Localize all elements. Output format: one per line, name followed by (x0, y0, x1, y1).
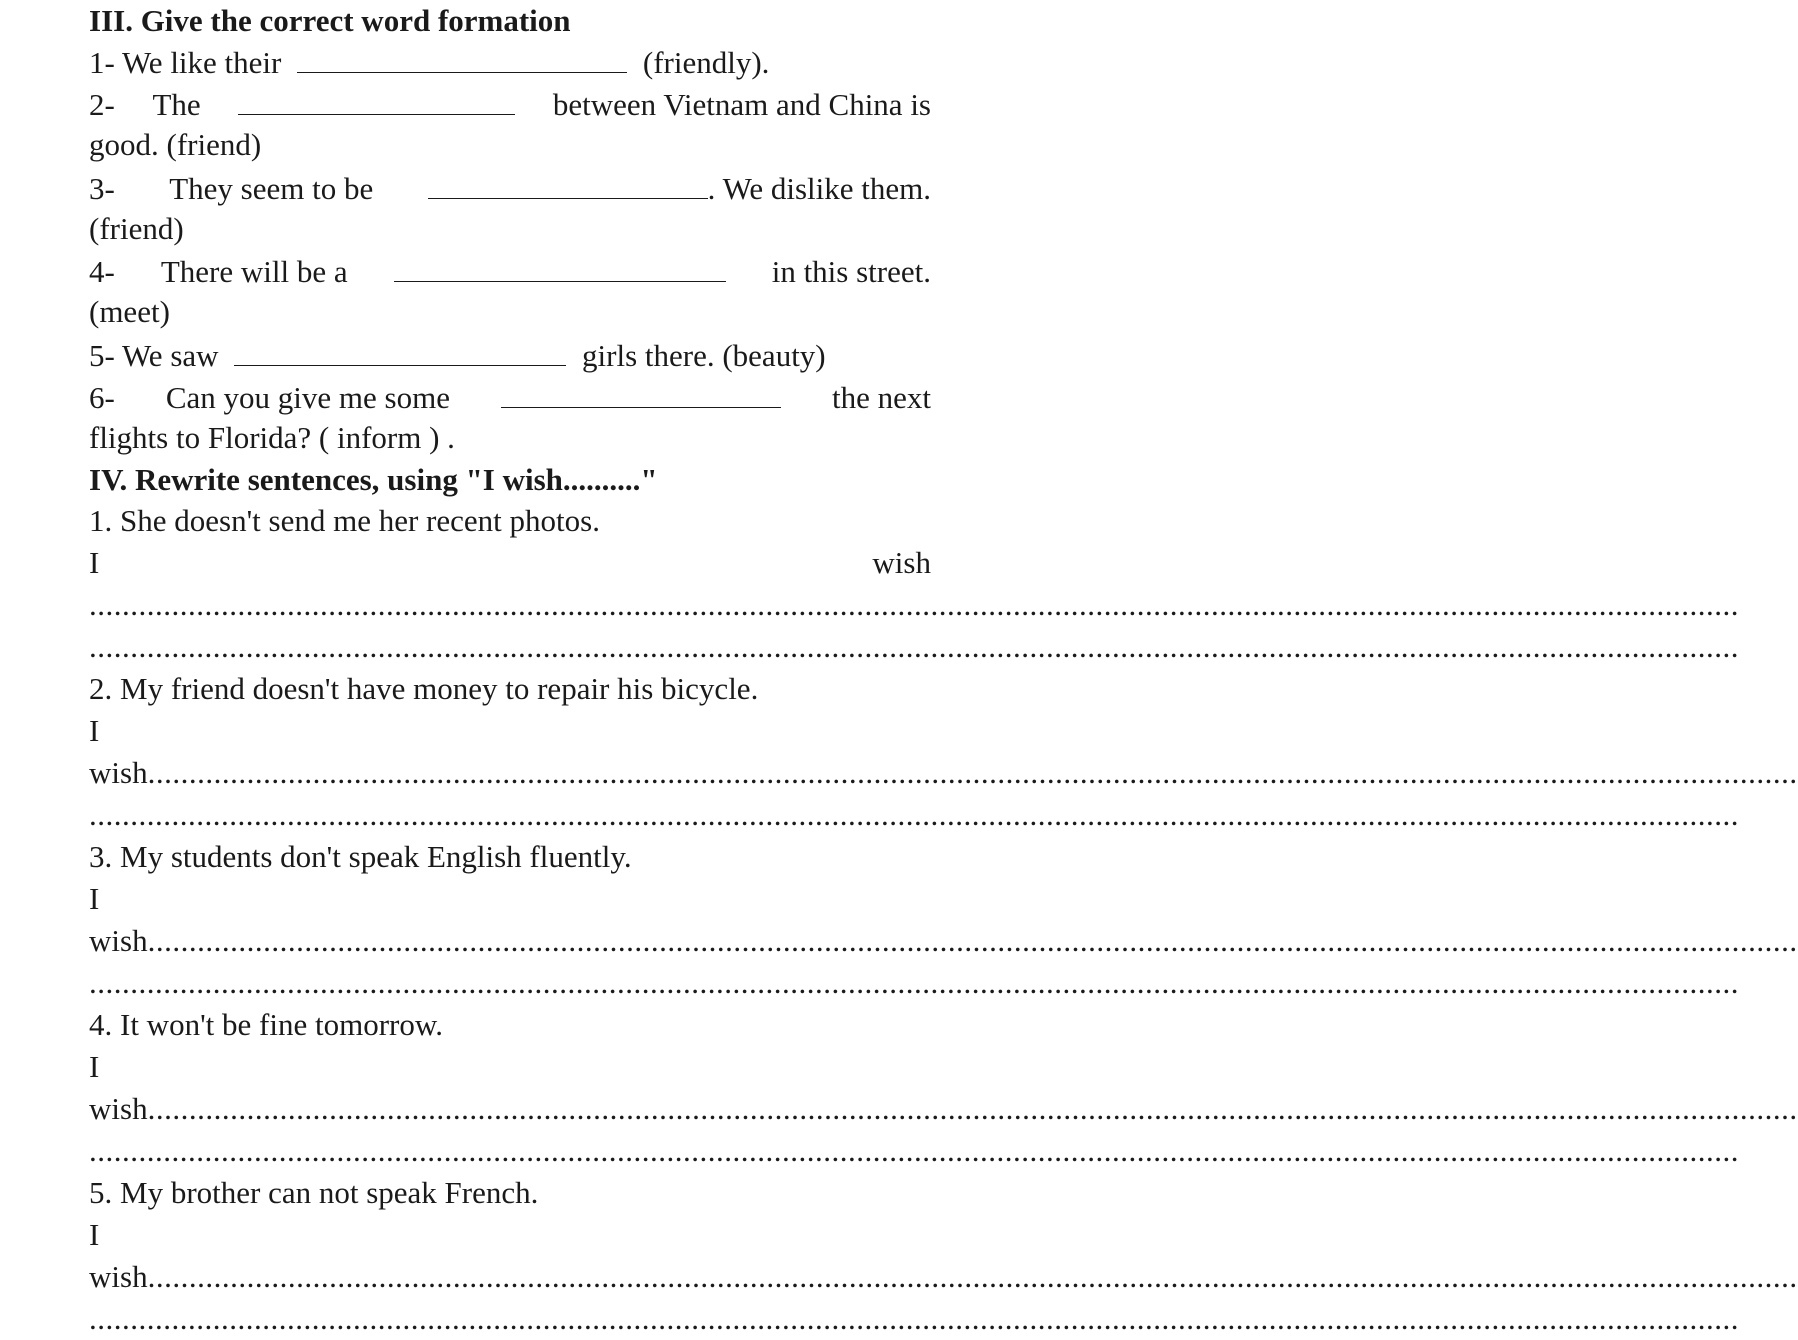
question-hint: (friendly). (642, 45, 770, 80)
answer-line-dots[interactable]: ........................................................................................................................................................................................................ (147, 755, 1798, 790)
i-word: I (89, 1049, 100, 1084)
section-3-heading: III. Give the correct word formation (89, 3, 571, 38)
answer-line-dots[interactable]: ........................................................................................................................................................................................................ (147, 1259, 1798, 1294)
question-number: 6- (89, 380, 115, 415)
question-text-after: the next (832, 380, 931, 415)
question-number: 2- (89, 87, 115, 122)
question-number: 1- (89, 45, 115, 80)
question-2-continuation: good. (friend) (89, 127, 262, 162)
wish-word: wish (89, 755, 148, 790)
section-4-heading: IV. Rewrite sentences, using "I wish.........." (89, 462, 658, 497)
answer-blank-2[interactable] (238, 82, 515, 115)
question-6 (89, 375, 931, 419)
rewrite-prompt-2: 2. My friend doesn't have money to repair his bicycle. (89, 671, 759, 706)
question-text: Can you give me some (165, 380, 450, 415)
question-number: 4- (89, 254, 115, 289)
answer-line-dots[interactable]: ........................................................................................................................................................................................................ (89, 797, 1739, 832)
question-number: 3- (89, 171, 115, 206)
question-text-after: in this street. (771, 254, 931, 289)
question-hint: girls there. (beauty) (582, 338, 826, 373)
answer-line-dots[interactable]: ........................................................................................................................................................................................................ (147, 923, 1798, 958)
answer-blank-5[interactable] (234, 333, 566, 366)
i-word: I (89, 713, 100, 748)
rewrite-prompt-1: 1. She doesn't send me her recent photos. (89, 503, 600, 538)
rewrite-answer-start-1 (89, 542, 931, 584)
question-text: There will be a (160, 254, 348, 289)
i-word: I (89, 881, 100, 916)
i-word: I (89, 1217, 100, 1252)
rewrite-answer-line-4 (89, 1088, 1798, 1130)
question-text: They seem to be (169, 171, 374, 206)
rewrite-prompt-5: 5. My brother can not speak French. (89, 1175, 539, 1210)
answer-blank-1[interactable] (297, 40, 627, 73)
answer-line-dots[interactable]: ........................................................................................................................................................................................................ (89, 629, 1739, 664)
question-2 (89, 82, 931, 126)
question-3 (89, 166, 931, 210)
answer-line-dots[interactable]: ........................................................................................................................................................................................................ (89, 1133, 1739, 1168)
wish-word: wish (89, 923, 148, 958)
rewrite-answer-line-5 (89, 1256, 1798, 1298)
answer-line-dots[interactable]: ........................................................................................................................................................................................................ (147, 1091, 1798, 1126)
question-text-after: . We dislike them. (707, 171, 931, 206)
question-6-continuation: flights to Florida? ( inform ) . (89, 420, 455, 455)
question-5 (89, 333, 931, 377)
question-text: We like their (122, 45, 282, 80)
question-text: The (152, 87, 201, 122)
rewrite-prompt-3: 3. My students don't speak English fluently. (89, 839, 632, 874)
i-word: I (89, 545, 100, 580)
wish-word: wish (89, 1091, 148, 1126)
rewrite-answer-line-3 (89, 920, 1798, 962)
rewrite-answer-line-2 (89, 752, 1798, 794)
answer-blank-4[interactable] (394, 249, 726, 282)
wish-word: wish (872, 545, 931, 580)
question-3-continuation: (friend) (89, 211, 184, 246)
answer-blank-6[interactable] (501, 375, 781, 408)
question-text: We saw (122, 338, 219, 373)
question-1 (89, 40, 931, 84)
answer-line-dots[interactable]: ........................................................................................................................................................................................................ (89, 1301, 1739, 1336)
question-text-after: between Vietnam and China is (552, 87, 931, 122)
rewrite-prompt-4: 4. It won't be fine tomorrow. (89, 1007, 443, 1042)
answer-blank-3[interactable] (428, 166, 708, 199)
answer-line-dots[interactable]: ........................................................................................................................................................................................................ (89, 587, 1739, 622)
answer-line-dots[interactable]: ........................................................................................................................................................................................................ (89, 965, 1739, 1000)
wish-word: wish (89, 1259, 148, 1294)
question-4 (89, 249, 931, 293)
question-number: 5- (89, 338, 115, 373)
question-4-continuation: (meet) (89, 294, 170, 329)
